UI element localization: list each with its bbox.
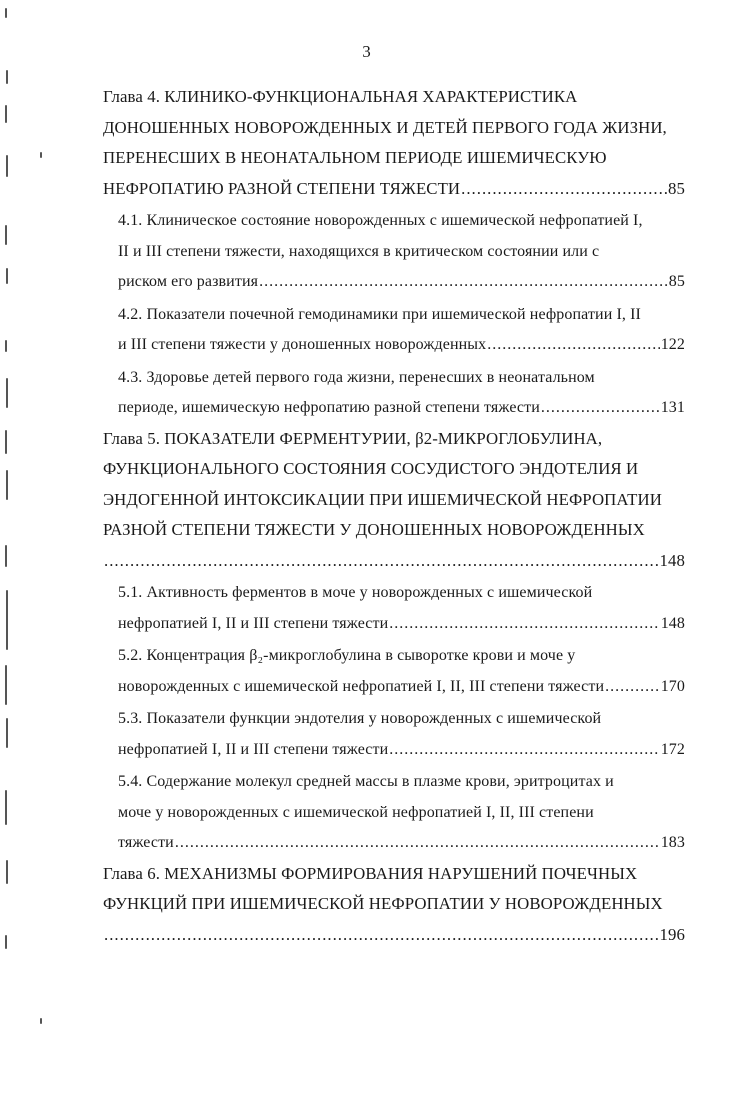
page-ref: 122 — [660, 336, 685, 353]
section-title-line: II и III степени тяжести, находящихся в критическом состоянии или с — [118, 242, 600, 260]
section-5-2 — [118, 641, 685, 702]
section-4-3 — [118, 363, 685, 424]
section-title-line: 5.1. Активность ферментов в моче у новорожденных с ишемической — [118, 584, 593, 601]
section-title-line: 4.3. Здоровье детей первого года жизни, перенесших в неонатальном — [118, 368, 595, 386]
chapter-title-line: ФУНКЦИЙ ПРИ ИШЕМИЧЕСКОЙ НЕФРОПАТИИ У НОВОРОЖДЕННЫХ — [103, 894, 663, 913]
entry-text: нефропатией I, II и III степени тяжести — [118, 740, 389, 758]
dot-leader — [175, 828, 660, 859]
toc-entry-line[interactable] — [118, 672, 685, 703]
section-5-4 — [118, 767, 685, 859]
section-4-2 — [118, 300, 685, 361]
dot-leader — [487, 330, 659, 361]
dot-leader — [461, 174, 667, 205]
page-ref: 85 — [668, 178, 685, 198]
chapter-title-line: ФУНКЦИОНАЛЬНОГО СОСТОЯНИЯ СОСУДИСТОГО ЭНДОТЕЛИЯ И — [103, 459, 639, 478]
page-ref: 131 — [660, 399, 685, 416]
entry-text: новорожденных с ишемической нефропатией I, II, III степени тяжести — [118, 677, 605, 695]
toc-entry-line[interactable] — [103, 174, 685, 205]
chapter-title-line: Глава 4. КЛИНИКО-ФУНКЦИОНАЛЬНАЯ ХАРАКТЕРИСТИКА — [103, 87, 578, 106]
chapter-title-line: Глава 6. МЕХАНИЗМЫ ФОРМИРОВАНИЯ НАРУШЕНИЙ ПОЧЕЧНЫХ — [103, 863, 638, 883]
toc-entry-line[interactable] — [118, 609, 685, 640]
page-ref: 85 — [668, 273, 685, 290]
section-5-3 — [118, 704, 685, 765]
dot-leader — [389, 609, 659, 640]
entry-text: тяжести — [118, 834, 174, 851]
page-ref: 148 — [659, 550, 685, 570]
toc-entry-line[interactable] — [118, 330, 685, 361]
chapter-title-line: ЭНДОГЕННОЙ ИНТОКСИКАЦИИ ПРИ ИШЕМИЧЕСКОЙ НЕФРОПАТИИ — [103, 489, 662, 509]
section-title-line: 5.3. Показатели функции эндотелия у новорожденных с ишемической — [118, 710, 602, 727]
toc-entry-line[interactable] — [118, 828, 685, 859]
toc-entry-line[interactable] — [118, 393, 685, 424]
dot-leader — [605, 672, 660, 703]
section-title-line: моче у новорожденных с ишемической нефропатией I, II, III степени — [118, 803, 594, 821]
toc-entry-line[interactable] — [103, 546, 685, 577]
section-title-line: 4.1. Клиническое состояние новорожденных с ишемической нефропатией I, — [118, 212, 643, 229]
page-ref: 148 — [660, 614, 685, 632]
dot-leader — [389, 735, 659, 766]
toc-entry-line[interactable] — [118, 735, 685, 766]
chapter-title-line: ПЕРЕНЕСШИХ В НЕОНАТАЛЬНОМ ПЕРИОДЕ ИШЕМИЧЕСКУЮ — [103, 148, 607, 167]
dot-leader — [259, 267, 668, 298]
page-number: 3 — [362, 42, 371, 61]
page-ref: 196 — [659, 924, 685, 944]
section-title-line: 4.2. Показатели почечной гемодинамики при ишемической нефропатии I, II — [118, 305, 641, 323]
section-title-line: 5.2. Концентрация β₂-микроглобулина в сыворотке крови и моче у — [118, 647, 576, 664]
toc-entry-line[interactable] — [118, 267, 685, 298]
page-ref: 183 — [660, 834, 685, 851]
chapter-title-line: ДОНОШЕННЫХ НОВОРОЖДЕННЫХ И ДЕТЕЙ ПЕРВОГО ГОДА ЖИЗНИ, — [103, 117, 667, 137]
chapter-5 — [103, 424, 685, 577]
chapter-title-line: Глава 5. ПОКАЗАТЕЛИ ФЕРМЕНТУРИИ, β2-МИКРОГЛОБУЛИНА, — [103, 428, 603, 448]
chapter-title-line: РАЗНОЙ СТЕПЕНИ ТЯЖЕСТИ У ДОНОШЕННЫХ НОВОРОЖДЕННЫХ — [103, 520, 645, 539]
entry-text: риском его развития — [118, 273, 259, 290]
entry-text: и III степени тяжести у доношенных новорожденных — [118, 336, 487, 353]
table-of-contents — [103, 82, 685, 950]
section-4-1 — [118, 206, 685, 298]
section-title-line: 5.4. Содержание молекул средней массы в плазме крови, эритроцитах и — [118, 773, 614, 790]
chapter-4 — [103, 82, 685, 204]
toc-entry-line[interactable] — [103, 920, 685, 951]
page-ref: 170 — [660, 677, 685, 695]
entry-text: периоде, ишемическую нефропатию разной степени тяжести — [118, 399, 540, 416]
page-ref: 172 — [660, 740, 685, 758]
section-5-1 — [118, 578, 685, 639]
dot-leader — [104, 920, 659, 951]
scan-edge-artifacts — [0, 0, 60, 1100]
dot-leader — [541, 393, 660, 424]
dot-leader — [104, 546, 659, 577]
chapter-6 — [103, 859, 685, 951]
entry-text: НЕФРОПАТИЮ РАЗНОЙ СТЕПЕНИ ТЯЖЕСТИ — [103, 178, 461, 198]
entry-text: нефропатией I, II и III степени тяжести — [118, 614, 389, 632]
